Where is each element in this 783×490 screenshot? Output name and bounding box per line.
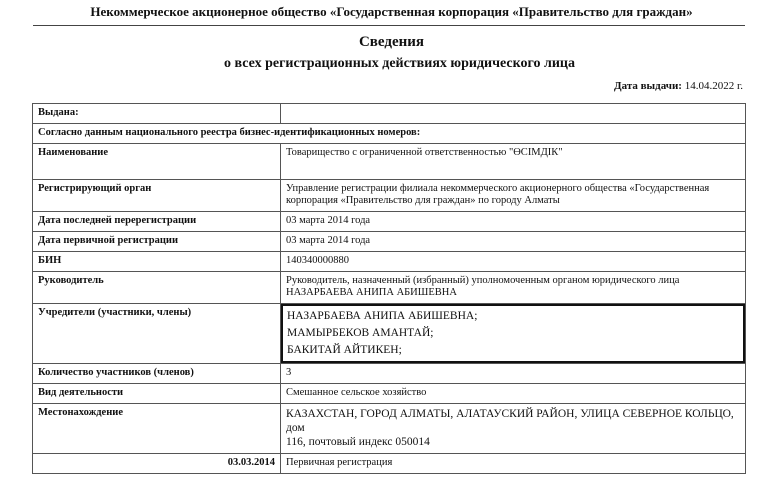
founders-label: Учредители (участники, члены) <box>33 304 281 364</box>
members-count-label: Количество участников (членов) <box>33 364 281 384</box>
event-date: 03.03.2014 <box>33 454 281 474</box>
last-rereg-value: 03 марта 2014 года <box>281 212 746 232</box>
last-rereg-label: Дата последней перерегистрации <box>33 212 281 232</box>
issue-date-value: 14.04.2022 г. <box>684 80 743 92</box>
table-row <box>33 404 746 454</box>
table-row <box>33 272 746 304</box>
founder-item: БАКИТАЙ АЙТИКЕН; <box>287 344 402 356</box>
founder-item: НАЗАРБАЕВА АНИПА АБИШЕВНА; <box>287 310 478 322</box>
table-row <box>33 124 746 144</box>
head-line-2: НАЗАРБАЕВА АНИПА АБИШЕВНА <box>286 287 457 298</box>
issue-date-line <box>614 80 743 92</box>
first-reg-value: 03 марта 2014 года <box>281 232 746 252</box>
location-line-1: КАЗАХСТАН, ГОРОД АЛМАТЫ, АЛАТАУСКИЙ РАЙОН, УЛИЦА СЕВЕРНОЕ КОЛЬЦО, дом <box>286 408 734 434</box>
founders-value <box>281 304 746 364</box>
first-reg-label: Дата первичной регистрации <box>33 232 281 252</box>
reg-body-label: Регистрирующий орган <box>33 180 281 212</box>
head-label: Руководитель <box>33 272 281 304</box>
document-subtitle: о всех регистрационных действиях юридического лица <box>224 56 575 71</box>
location-line-2: 116, почтовый индекс 050014 <box>286 436 430 448</box>
issued-value <box>281 104 746 124</box>
activity-label: Вид деятельности <box>33 384 281 404</box>
table-row <box>33 232 746 252</box>
header-rule <box>33 25 745 26</box>
organization-header: Некоммерческое акционерное общество «Государственная корпорация «Правительство для граждан» <box>90 4 693 19</box>
event-value: Первичная регистрация <box>281 454 746 474</box>
issued-label: Выдана: <box>33 104 281 124</box>
name-label: Наименование <box>33 144 281 180</box>
table-row <box>33 304 746 364</box>
table-row <box>33 364 746 384</box>
registry-note: Согласно данным национального реестра бизнес-идентификационных номеров: <box>33 124 746 144</box>
head-value <box>281 272 746 304</box>
bin-value: 140340000880 <box>281 252 746 272</box>
location-label: Местонахождение <box>33 404 281 454</box>
name-value: Товарищество с ограниченной ответственностью "ӨСІМДІК" <box>281 144 746 180</box>
table-row <box>33 180 746 212</box>
table-row <box>33 144 746 180</box>
table-row <box>33 454 746 474</box>
founders-box <box>281 304 745 363</box>
reg-body-value: Управление регистрации филиала некоммерческого акционерного общества «Государственная корпорация «Правительство для граждан» по городу Алматы <box>281 180 746 212</box>
issue-date-label: Дата выдачи: <box>614 80 682 92</box>
table-row <box>33 212 746 232</box>
registration-table <box>32 103 746 474</box>
bin-label: БИН <box>33 252 281 272</box>
table-row <box>33 252 746 272</box>
members-count-value: 3 <box>281 364 746 384</box>
table-row <box>33 384 746 404</box>
location-value <box>281 404 746 454</box>
founder-item: МАМЫРБЕКОВ АМАНТАЙ; <box>287 327 434 339</box>
activity-value: Смешанное сельское хозяйство <box>281 384 746 404</box>
head-line-1: Руководитель, назначенный (избранный) уполномоченным органом юридического лица <box>286 275 680 286</box>
table-row <box>33 104 746 124</box>
document-title: Сведения <box>358 34 425 50</box>
